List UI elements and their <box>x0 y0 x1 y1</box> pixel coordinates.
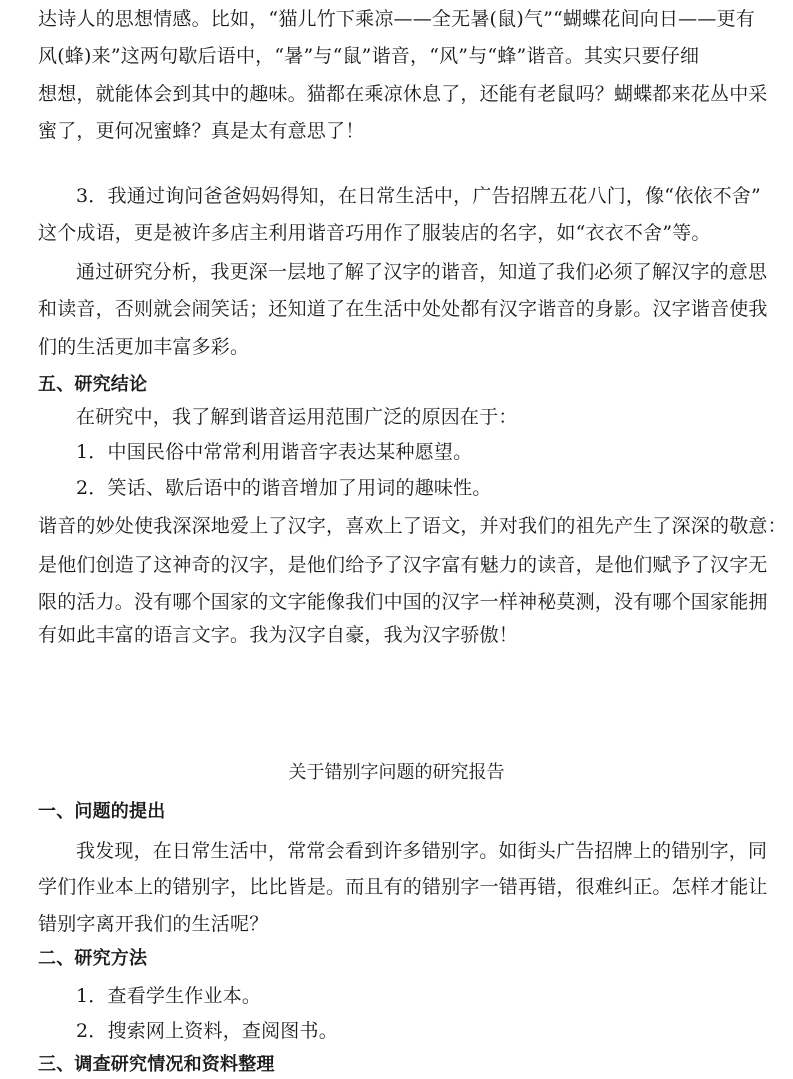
paragraph-line: 谐音的妙处使我深深地爱上了汉字，喜欢上了语文，并对我们的祖先产生了深深的敬意： <box>38 515 787 537</box>
paragraph-line: 错别字离开我们的生活呢？ <box>38 913 269 935</box>
list-item: 1．查看学生作业本。 <box>76 985 262 1007</box>
paragraph-line: 我发现，在日常生活中，常常会看到许多错别字。如街头广告招牌上的错别字，同 <box>76 840 768 862</box>
paragraph-line: 想想，就能体会到其中的趣味。猫都在乘凉休息了，还能有老鼠吗？蝴蝶都来花丛中采 <box>38 83 768 105</box>
paragraph-line: 学们作业本上的错别字，比比皆是。而且有的错别字一错再错，很难纠正。怎样才能让 <box>38 876 768 898</box>
list-item: 2．笑话、歇后语中的谐音增加了用词的趣味性。 <box>76 477 492 499</box>
section-heading: 三、调查研究情况和资料整理 <box>38 1054 275 1075</box>
paragraph-line: 是他们创造了这神奇的汉字，是他们给予了汉字富有魅力的读音，是他们赋予了汉字无 <box>38 554 768 576</box>
paragraph-line: 有如此丰富的语言文字。我为汉字自豪，我为汉字骄傲！ <box>38 624 519 646</box>
paragraph-line: 达诗人的思想情感。比如，“猫儿竹下乘凉——全无暑(鼠)气”“蝴蝶花间向日——更有 <box>38 8 755 30</box>
section-heading: 五、研究结论 <box>38 374 148 395</box>
list-item: 3．我通过询问爸爸妈妈得知，在日常生活中，广告招牌五花八门，像“依依不舍” <box>76 185 761 207</box>
paragraph-line: 在研究中，我了解到谐音运用范围广泛的原因在于： <box>76 406 518 428</box>
section-heading: 一、问题的提出 <box>38 801 166 822</box>
report-title: 关于错别字问题的研究报告 <box>288 762 505 783</box>
paragraph-line: 风(蜂)来”这两句歇后语中，“暑”与“鼠”谐音，“风”与“蜂”谐音。其实只要仔细 <box>38 45 700 67</box>
paragraph-line: 们的生活更加丰富多彩。 <box>38 336 250 358</box>
paragraph-line: 通过研究分析，我更深一层地了解了汉字的谐音，知道了我们必须了解汉字的意思 <box>76 261 768 283</box>
paragraph-line: 限的活力。没有哪个国家的文字能像我们中国的汉字一样神秘莫测，没有哪个国家能拥 <box>38 591 768 613</box>
section-heading: 二、研究方法 <box>38 948 148 969</box>
paragraph-line: 和读音，否则就会闹笑话；还知道了在生活中处处都有汉字谐音的身影。汉字谐音使我 <box>38 298 768 320</box>
list-item: 1．中国民俗中常常利用谐音字表达某种愿望。 <box>76 441 473 463</box>
paragraph-line: 蜜了，更何况蜜蜂？真是太有意思了！ <box>38 120 365 142</box>
paragraph-line: 这个成语，更是被许多店主利用谐音巧用作了服装店的名字，如“衣衣不舍”等。 <box>38 222 711 244</box>
list-item: 2．搜索网上资料，查阅图书。 <box>76 1020 338 1042</box>
